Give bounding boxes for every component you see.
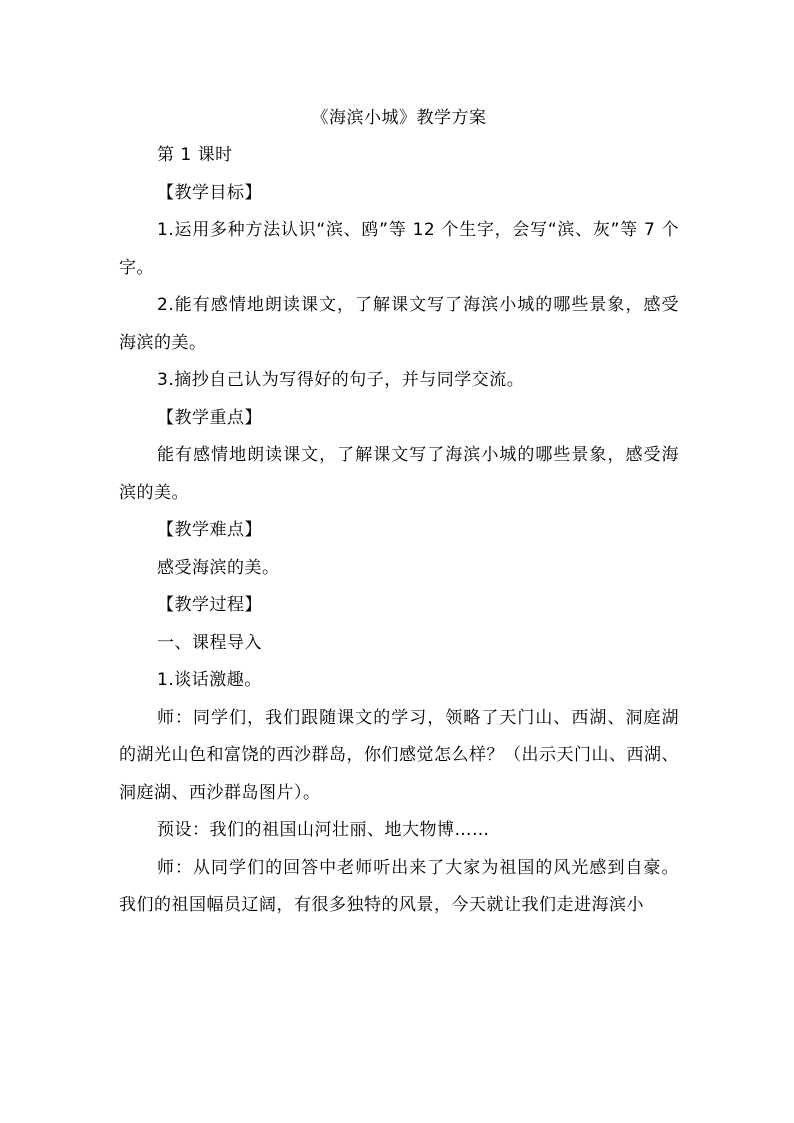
section-heading-process: 【教学过程】 (157, 595, 262, 615)
objective-item-1: 1.运用多种方法认识“滨、鸥”等 12 个生字，会写“滨、灰”等 7 个字。 (119, 220, 679, 278)
objective-item-3: 3.摘抄自己认为写得好的句子，并与同学交流。 (157, 370, 525, 390)
section-heading-difficulties: 【教学难点】 (157, 520, 262, 540)
key-points-text: 能有感情地朗读课文，了解课文写了海滨小城的哪些景象，感受海滨的美。 (119, 445, 679, 503)
process-substep: 1.谈话激趣。 (157, 670, 262, 690)
teacher-dialogue-2: 师：从同学们的回答中老师听出来了大家为祖国的风光感到自豪。我们的祖国幅员辽阔，有很多独特的风景，今天就让我们走进海滨小 (119, 857, 679, 915)
section-heading-key-points: 【教学重点】 (157, 407, 262, 428)
process-step-heading: 一、课程导入 (157, 632, 262, 653)
teacher-dialogue-1: 师：同学们，我们跟随课文的学习，领略了天门山、西湖、洞庭湖的湖光山色和富饶的西沙群岛，你们感觉怎么样？（出示天门山、西湖、洞庭湖、西沙群岛图片）。 (119, 707, 679, 803)
difficulties-text: 感受海滨的美。 (157, 557, 280, 578)
objective-item-2: 2.能有感情地朗读课文，了解课文写了海滨小城的哪些景象，感受海滨的美。 (119, 295, 679, 353)
document-body (119, 100, 679, 925)
lesson-period: 第 1 课时 (157, 145, 233, 165)
document-title: 《海滨小城》教学方案 (311, 108, 487, 128)
section-heading-objectives: 【教学目标】 (157, 182, 262, 203)
expected-answer: 预设：我们的祖国山河壮丽、地大物博…… (157, 820, 490, 840)
